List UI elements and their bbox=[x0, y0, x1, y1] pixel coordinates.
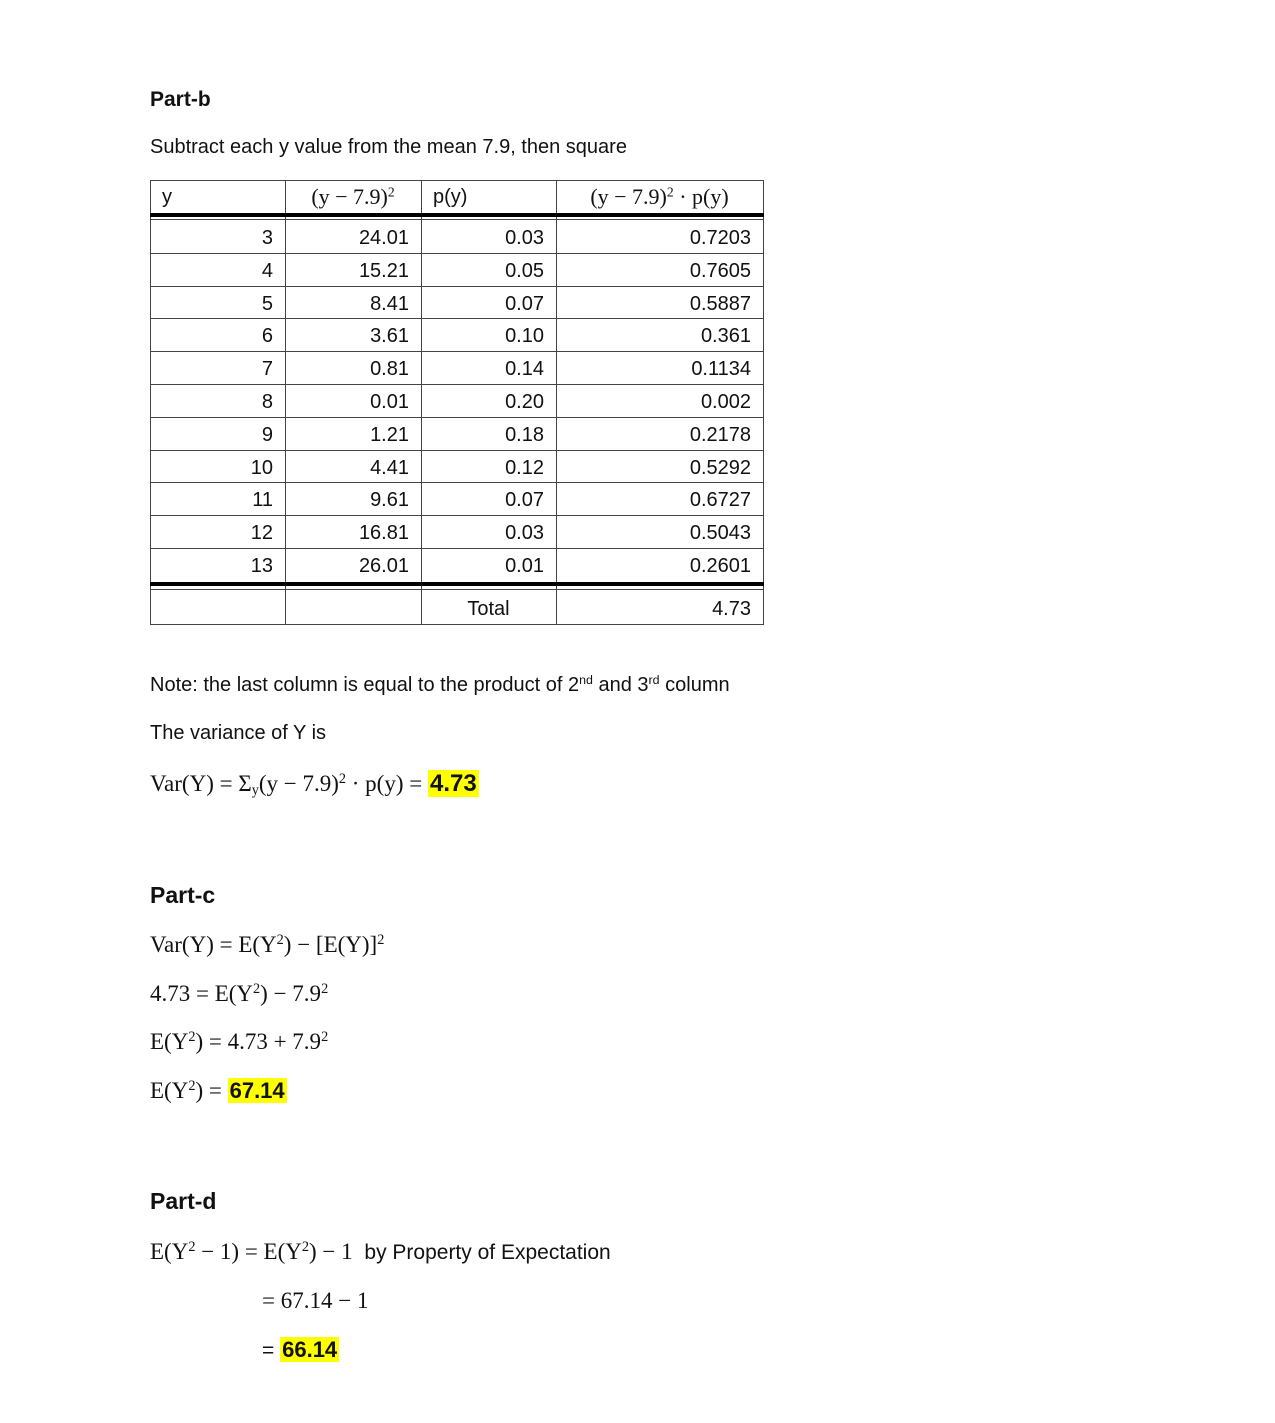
table-cell: 0.7605 bbox=[689, 260, 751, 282]
part-c-heading: Part-c bbox=[150, 882, 216, 908]
table-cell: 0.07 bbox=[505, 293, 544, 315]
part-c-line-3: $E(Y^2) = 4.73 + 7.9^2$ bbox=[150, 1029, 329, 1054]
part-c-line-1: $Var(Y) = E(Y^2) - [E(Y)]^2$ bbox=[150, 932, 385, 957]
total-label: Total bbox=[467, 598, 510, 620]
table-cell: 0.5887 bbox=[689, 293, 751, 315]
table-cell: 5 bbox=[261, 293, 273, 315]
table-cell: 0.12 bbox=[505, 457, 544, 479]
table-cell: 0.01 bbox=[370, 391, 409, 413]
table-cell: 0.03 bbox=[505, 522, 544, 544]
table-cell: 10 bbox=[250, 457, 273, 479]
table-cell: 0.81 bbox=[370, 358, 409, 380]
table-cell: 0.361 bbox=[700, 325, 751, 347]
table-cell: 0.002 bbox=[700, 391, 751, 413]
part-d-line-2: = 67.14 − 1 bbox=[262, 1288, 369, 1313]
table-cell: 16.81 bbox=[358, 522, 409, 544]
table-cell: 9 bbox=[261, 424, 273, 446]
header-y: y bbox=[162, 186, 172, 208]
variance-result: 4.73 bbox=[429, 770, 477, 797]
table-cell: 0.20 bbox=[505, 391, 544, 413]
table-cell: 15.21 bbox=[358, 260, 409, 282]
header-product: $(y - 7.9)^2 \cdot p(y)$ bbox=[590, 184, 729, 209]
part-d-heading: Part-d bbox=[150, 1188, 217, 1214]
table-cell: 0.10 bbox=[505, 325, 544, 347]
table-cell: 0.03 bbox=[505, 227, 544, 249]
total-value: 4.73 bbox=[712, 598, 751, 620]
table-cell: 3 bbox=[261, 227, 273, 249]
variance-equation: $Var(Y) = \Sigma_y(y - 7.9)^2 \cdot p(y) = 4.73$ bbox=[150, 770, 477, 799]
final-result: 66.14 bbox=[282, 1337, 338, 1362]
table-cell: 8.41 bbox=[370, 293, 409, 315]
table-cell: 0.6727 bbox=[689, 489, 751, 511]
table-cell: 7 bbox=[261, 358, 273, 380]
table-cell: 13 bbox=[250, 555, 273, 577]
table-cell: 0.7203 bbox=[689, 227, 751, 249]
table-cell: 0.5292 bbox=[689, 457, 751, 479]
deviation-table bbox=[150, 180, 764, 625]
table-cell: 4.41 bbox=[370, 457, 409, 479]
part-c-line-2: $4.73 = E(Y^2) - 7.9^2$ bbox=[150, 981, 329, 1006]
note-text: Note: the last column is equal to the product of 2nd and 3rd column bbox=[150, 673, 730, 696]
part-c-line-4: $E(Y^2) = 67.14$ bbox=[150, 1078, 285, 1103]
variance-intro: The variance of Y is bbox=[150, 722, 327, 744]
table-cell: 0.2178 bbox=[689, 424, 751, 446]
table-cell: 6 bbox=[261, 325, 273, 347]
table-cell: 0.01 bbox=[505, 555, 544, 577]
table-cell: 26.01 bbox=[358, 555, 409, 577]
table-cell: 0.5043 bbox=[689, 522, 751, 544]
expected-y-squared-result: 67.14 bbox=[229, 1078, 285, 1103]
header-probability: p(y) bbox=[433, 186, 468, 208]
header-squared-deviation: $(y - 7.9)^2$ bbox=[311, 184, 395, 209]
table-cell: 4 bbox=[261, 260, 273, 282]
table-cell: 0.14 bbox=[505, 358, 544, 380]
table-cell: 0.2601 bbox=[689, 555, 751, 577]
part-b-intro: Subtract each y value from the mean 7.9, then square bbox=[150, 136, 627, 158]
table-cell: 3.61 bbox=[370, 325, 409, 347]
part-d-line-1: $E(Y^2 - 1) = E(Y^2) - 1$ by Property of Expectation bbox=[150, 1239, 611, 1264]
part-b-heading: Part-b bbox=[150, 88, 211, 111]
table-cell: 9.61 bbox=[370, 489, 409, 511]
table-cell: 0.07 bbox=[505, 489, 544, 511]
table-cell: 11 bbox=[252, 489, 273, 511]
table-cell: 0.18 bbox=[505, 424, 544, 446]
table-cell: 8 bbox=[261, 391, 273, 413]
table-cell: 0.1134 bbox=[691, 358, 751, 380]
table-cell: 1.21 bbox=[370, 424, 409, 446]
table-cell: 0.05 bbox=[505, 260, 544, 282]
part-d-line-3: = 66.14 bbox=[262, 1337, 338, 1362]
table-cell: 24.01 bbox=[358, 227, 409, 249]
table-cell: 12 bbox=[250, 522, 273, 544]
